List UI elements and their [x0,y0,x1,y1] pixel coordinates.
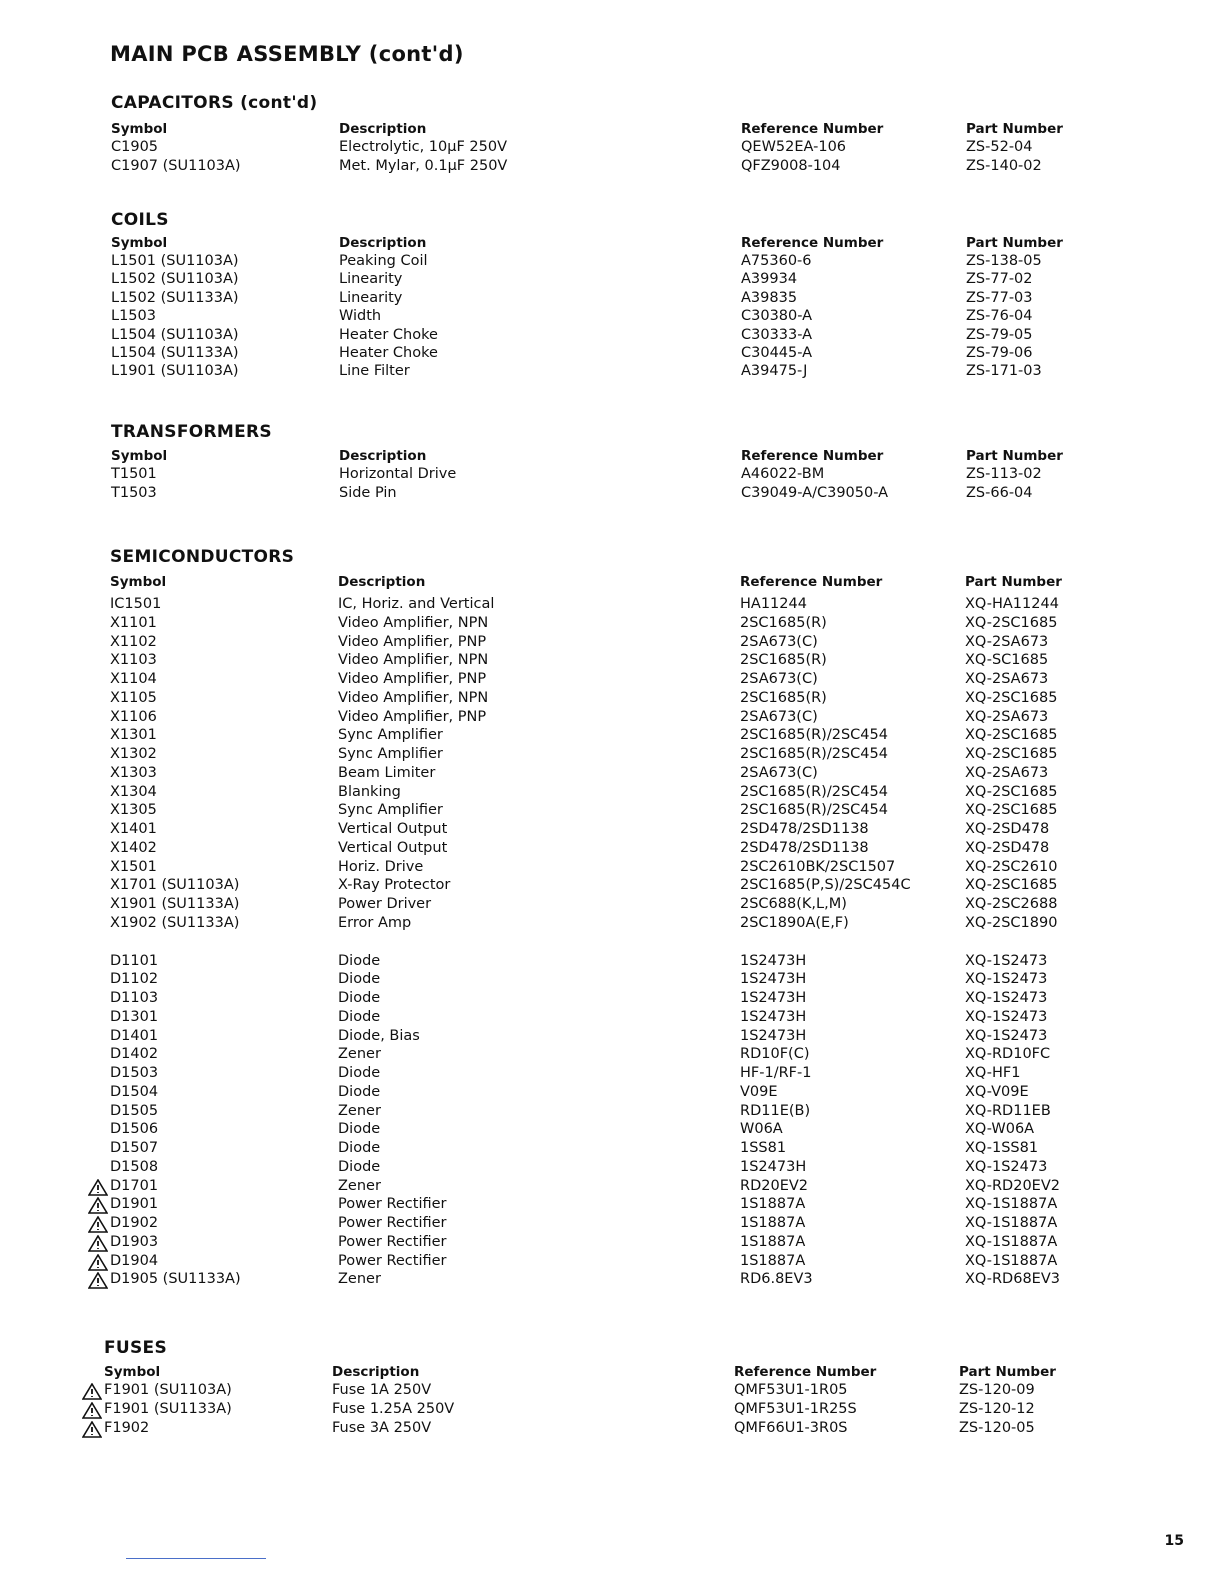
symbol-cell: D1506 [110,1121,159,1138]
symbol-cell: C1907 (SU1103A) [111,157,241,174]
symbol-cell: L1901 (SU1103A) [111,363,239,380]
description-cell: Power Rectifier [338,1196,447,1213]
symbol-cell: IC1501 [110,596,162,612]
symbol-cell: X1304 [110,783,157,800]
reference-cell: 2SC1685(R) [740,614,827,631]
reference-cell: 2SC1685(R)/2SC454 [740,746,888,762]
part-cell: XQ-2SC2688 [965,896,1058,912]
header-symbol: Symbol [111,235,168,251]
part-cell: XQ-1S2473 [965,952,1048,969]
warning-triangle-icon [82,1421,102,1438]
symbol-cell: D1508 [110,1158,159,1175]
symbol-cell: X1106 [110,708,157,725]
part-cell: XQ-W06A [965,1121,1035,1138]
header-part: Part Number [966,448,1063,464]
description-cell: Diode [338,971,381,988]
part-cell: ZS-79-06 [966,345,1033,361]
reference-cell: 2SC1685(P,S)/2SC454C [740,877,911,894]
part-cell: ZS-171-03 [966,363,1042,380]
description-cell: IC, Horiz. and Vertical [338,596,495,612]
symbol-cell: D1103 [110,990,159,1006]
part-cell: XQ-1S2473 [965,1158,1048,1175]
part-cell: XQ-2SA673 [965,764,1049,781]
reference-cell: 1S2473H [740,971,807,988]
description-cell: Horiz. Drive [338,858,424,875]
header-reference: Reference Number [741,121,884,137]
reference-cell: C39049-A/C39050-A [741,484,889,501]
part-cell: XQ-1S1887A [965,1252,1058,1269]
reference-cell: 2SC1685(R) [740,689,827,706]
symbol-cell: L1502 (SU1103A) [111,271,239,288]
part-cell: XQ-2SC1685 [965,614,1058,631]
warning-triangle-icon [82,1402,102,1419]
reference-cell: C30445-A [741,345,813,361]
part-cell: XQ-2SD478 [965,821,1050,837]
part-cell: XQ-RD68EV3 [965,1271,1060,1288]
symbol-cell: D1904 [110,1252,159,1269]
description-cell: Sync Amplifier [338,727,443,744]
reference-cell: A46022-BM [741,466,825,482]
description-cell: Zener [338,1102,381,1119]
reference-cell: 2SA673(C) [740,764,818,781]
symbol-cell: D1701 [110,1177,159,1194]
symbol-cell: X1105 [110,689,157,706]
part-cell: XQ-1S2473 [965,971,1048,988]
reference-cell: 2SC1685(R) [740,652,827,669]
description-cell: Video Amplifier, PNP [338,633,487,650]
symbol-cell: F1902 [104,1420,150,1436]
symbol-cell: X1104 [110,671,157,687]
description-cell: Linearity [339,271,403,288]
symbol-cell: X1701 (SU1103A) [110,877,240,894]
reference-cell: C30380-A [741,308,813,325]
part-cell: XQ-2SA673 [965,633,1049,650]
reference-cell: 2SA673(C) [740,708,818,725]
reference-cell: W06A [740,1121,783,1138]
section-title: TRANSFORMERS [111,422,272,442]
description-cell: Error Amp [338,914,412,931]
part-cell: ZS-77-03 [966,289,1033,306]
symbol-cell: D1402 [110,1046,159,1063]
description-cell: Diode [338,1008,381,1025]
description-cell: Fuse 1A 250V [332,1382,432,1398]
description-cell: Peaking Coil [339,253,428,269]
reference-cell: QFZ9008-104 [741,157,841,174]
symbol-cell: X1501 [110,858,157,875]
part-cell: XQ-SC1685 [965,652,1049,669]
description-cell: Power Rectifier [338,1233,447,1250]
symbol-cell: X1305 [110,802,157,819]
part-cell: XQ-2SC1685 [965,727,1058,744]
symbol-cell: D1905 (SU1133A) [110,1271,241,1288]
part-cell: ZS-66-04 [966,484,1033,501]
description-cell: Sync Amplifier [338,802,443,819]
symbol-cell: X1301 [110,727,157,744]
header-description: Description [338,574,426,590]
symbol-cell: D1401 [110,1027,159,1044]
header-reference: Reference Number [741,448,884,464]
description-cell: Video Amplifier, NPN [338,689,489,706]
description-cell: X-Ray Protector [338,877,451,894]
description-cell: Width [339,308,382,325]
header-symbol: Symbol [111,121,168,137]
part-cell: XQ-1S1887A [965,1215,1058,1231]
part-cell: ZS-120-05 [959,1420,1035,1436]
part-cell: ZS-140-02 [966,157,1042,174]
reference-cell: 1S1887A [740,1233,806,1250]
symbol-cell: X1302 [110,746,157,762]
description-cell: Beam Limiter [338,764,436,781]
symbol-cell: D1901 [110,1196,159,1213]
symbol-cell: C1905 [111,139,159,155]
reference-cell: QMF66U1-3R0S [734,1420,848,1436]
reference-cell: V09E [740,1083,778,1100]
page-number: 15 [1164,1533,1184,1549]
header-part: Part Number [959,1364,1056,1380]
reference-cell: QEW52EA-106 [741,139,847,155]
description-cell: Video Amplifier, NPN [338,614,489,631]
header-part: Part Number [966,235,1063,251]
description-cell: Heater Choke [339,326,438,343]
reference-cell: 1S1887A [740,1252,806,1269]
reference-cell: 1S2473H [740,1027,807,1044]
reference-cell: QMF53U1-1R25S [734,1401,857,1417]
reference-cell: 1S2473H [740,990,807,1006]
part-cell: ZS-113-02 [966,466,1042,482]
header-part: Part Number [965,574,1062,590]
reference-cell: C30333-A [741,326,813,343]
part-cell: XQ-1S1887A [965,1233,1058,1250]
header-symbol: Symbol [104,1364,161,1380]
reference-cell: A39475-J [741,363,808,380]
symbol-cell: X1103 [110,652,157,669]
description-cell: Diode [338,1121,381,1138]
description-cell: Fuse 1.25A 250V [332,1401,455,1417]
symbol-cell: D1504 [110,1083,159,1100]
page-title: MAIN PCB ASSEMBLY (cont'd) [110,42,464,66]
reference-cell: A39835 [741,289,798,306]
description-cell: Sync Amplifier [338,746,443,762]
part-cell: XQ-1S1887A [965,1196,1058,1213]
reference-cell: 2SC688(K,L,M) [740,896,847,912]
header-description: Description [339,121,427,137]
reference-cell: RD6.8EV3 [740,1271,813,1288]
warning-triangle-icon [82,1383,102,1400]
part-cell: XQ-1S2473 [965,990,1048,1006]
reference-cell: 2SC1685(R)/2SC454 [740,802,888,819]
symbol-cell: L1504 (SU1133A) [111,345,239,361]
description-cell: Zener [338,1046,381,1063]
symbol-cell: F1901 (SU1133A) [104,1401,232,1417]
symbol-cell: D1503 [110,1065,159,1081]
part-cell: XQ-RD20EV2 [965,1177,1060,1194]
reference-cell: RD10F(C) [740,1046,810,1063]
description-cell: Horizontal Drive [339,466,457,482]
part-cell: XQ-V09E [965,1083,1029,1100]
reference-cell: 1SS81 [740,1140,787,1156]
part-cell: XQ-HF1 [965,1065,1021,1081]
symbol-cell: D1903 [110,1233,159,1250]
header-symbol: Symbol [110,574,167,590]
part-cell: XQ-RD10FC [965,1046,1051,1063]
description-cell: Diode [338,952,381,969]
symbol-cell: D1505 [110,1102,159,1119]
reference-cell: HF-1/RF-1 [740,1065,812,1081]
section-title: SEMICONDUCTORS [110,547,295,567]
reference-cell: RD11E(B) [740,1102,811,1119]
symbol-cell: X1902 (SU1133A) [110,914,240,931]
symbol-cell: D1301 [110,1008,159,1025]
reference-cell: 2SD478/2SD1138 [740,839,869,856]
description-cell: Fuse 3A 250V [332,1420,432,1436]
reference-cell: RD20EV2 [740,1177,808,1194]
symbol-cell: L1502 (SU1133A) [111,289,239,306]
header-symbol: Symbol [111,448,168,464]
symbol-cell: T1501 [111,466,157,482]
header-part: Part Number [966,121,1063,137]
part-cell: ZS-138-05 [966,253,1042,269]
symbol-cell: L1504 (SU1103A) [111,326,239,343]
symbol-cell: D1902 [110,1215,159,1231]
part-cell: ZS-120-12 [959,1401,1035,1417]
part-cell: XQ-HA11244 [965,596,1059,612]
reference-cell: 1S1887A [740,1196,806,1213]
symbol-cell: T1503 [111,484,157,501]
reference-cell: 1S1887A [740,1215,806,1231]
reference-cell: QMF53U1-1R05 [734,1382,848,1398]
symbol-cell: L1503 [111,308,156,325]
header-description: Description [339,448,427,464]
reference-cell: 2SD478/2SD1138 [740,821,869,837]
description-cell: Vertical Output [338,821,448,837]
description-cell: Diode [338,1083,381,1100]
reference-cell: 2SC1685(R)/2SC454 [740,783,888,800]
symbol-cell: D1101 [110,952,159,969]
part-cell: ZS-52-04 [966,139,1033,155]
warning-triangle-icon [88,1254,108,1271]
header-reference: Reference Number [734,1364,877,1380]
symbol-cell: X1303 [110,764,157,781]
header-description: Description [339,235,427,251]
warning-triangle-icon [88,1235,108,1252]
description-cell: Diode [338,1065,381,1081]
part-cell: XQ-2SA673 [965,708,1049,725]
description-cell: Vertical Output [338,839,448,856]
header-reference: Reference Number [740,574,883,590]
warning-triangle-icon [88,1272,108,1289]
description-cell: Diode, Bias [338,1027,420,1044]
part-cell: XQ-2SA673 [965,671,1049,687]
description-cell: Zener [338,1271,381,1288]
description-cell: Blanking [338,783,401,800]
symbol-cell: D1102 [110,971,159,988]
description-cell: Diode [338,1158,381,1175]
reference-cell: 1S2473H [740,952,807,969]
symbol-cell: X1102 [110,633,157,650]
description-cell: Zener [338,1177,381,1194]
description-cell: Heater Choke [339,345,438,361]
part-cell: ZS-76-04 [966,308,1033,325]
header-description: Description [332,1364,420,1380]
part-cell: XQ-2SC2610 [965,858,1058,875]
reference-cell: 2SC1890A(E,F) [740,914,849,931]
reference-cell: 2SC2610BK/2SC1507 [740,858,896,875]
part-cell: XQ-1SS81 [965,1140,1039,1156]
part-cell: XQ-RD11EB [965,1102,1051,1119]
description-cell: Power Rectifier [338,1252,447,1269]
reference-cell: 1S2473H [740,1158,807,1175]
description-cell: Met. Mylar, 0.1µF 250V [339,157,508,174]
symbol-cell: X1401 [110,821,157,837]
symbol-cell: D1507 [110,1140,159,1156]
description-cell: Side Pin [339,484,397,501]
reference-cell: 2SC1685(R)/2SC454 [740,727,888,744]
reference-cell: 2SA673(C) [740,633,818,650]
symbol-cell: F1901 (SU1103A) [104,1382,232,1398]
header-reference: Reference Number [741,235,884,251]
section-title: FUSES [104,1338,168,1358]
warning-triangle-icon [88,1179,108,1196]
part-cell: XQ-1S2473 [965,1027,1048,1044]
symbol-cell: X1901 (SU1133A) [110,896,240,912]
description-cell: Video Amplifier, PNP [338,671,487,687]
section-title: CAPACITORS (cont'd) [111,93,318,113]
description-cell: Linearity [339,289,403,306]
reference-cell: HA11244 [740,596,807,612]
description-cell: Electrolytic, 10µF 250V [339,139,508,155]
reference-cell: 1S2473H [740,1008,807,1025]
part-cell: XQ-2SC1890 [965,914,1058,931]
footer-rule [126,1558,266,1559]
reference-cell: A39934 [741,271,798,288]
reference-cell: 2SA673(C) [740,671,818,687]
description-cell: Diode [338,990,381,1006]
section-title: COILS [111,210,169,230]
description-cell: Line Filter [339,363,410,380]
symbol-cell: X1101 [110,614,157,631]
part-cell: ZS-79-05 [966,326,1033,343]
warning-triangle-icon [88,1197,108,1214]
description-cell: Video Amplifier, NPN [338,652,489,669]
part-cell: XQ-2SC1685 [965,802,1058,819]
description-cell: Diode [338,1140,381,1156]
reference-cell: A75360-6 [741,253,812,269]
warning-triangle-icon [88,1216,108,1233]
description-cell: Power Driver [338,896,432,912]
symbol-cell: L1501 (SU1103A) [111,253,239,269]
description-cell: Video Amplifier, PNP [338,708,487,725]
part-cell: ZS-120-09 [959,1382,1035,1398]
part-cell: XQ-2SC1685 [965,783,1058,800]
part-cell: XQ-2SC1685 [965,877,1058,894]
part-cell: XQ-2SC1685 [965,689,1058,706]
part-cell: XQ-2SC1685 [965,746,1058,762]
part-cell: XQ-2SD478 [965,839,1050,856]
part-cell: ZS-77-02 [966,271,1033,288]
description-cell: Power Rectifier [338,1215,447,1231]
part-cell: XQ-1S2473 [965,1008,1048,1025]
symbol-cell: X1402 [110,839,157,856]
